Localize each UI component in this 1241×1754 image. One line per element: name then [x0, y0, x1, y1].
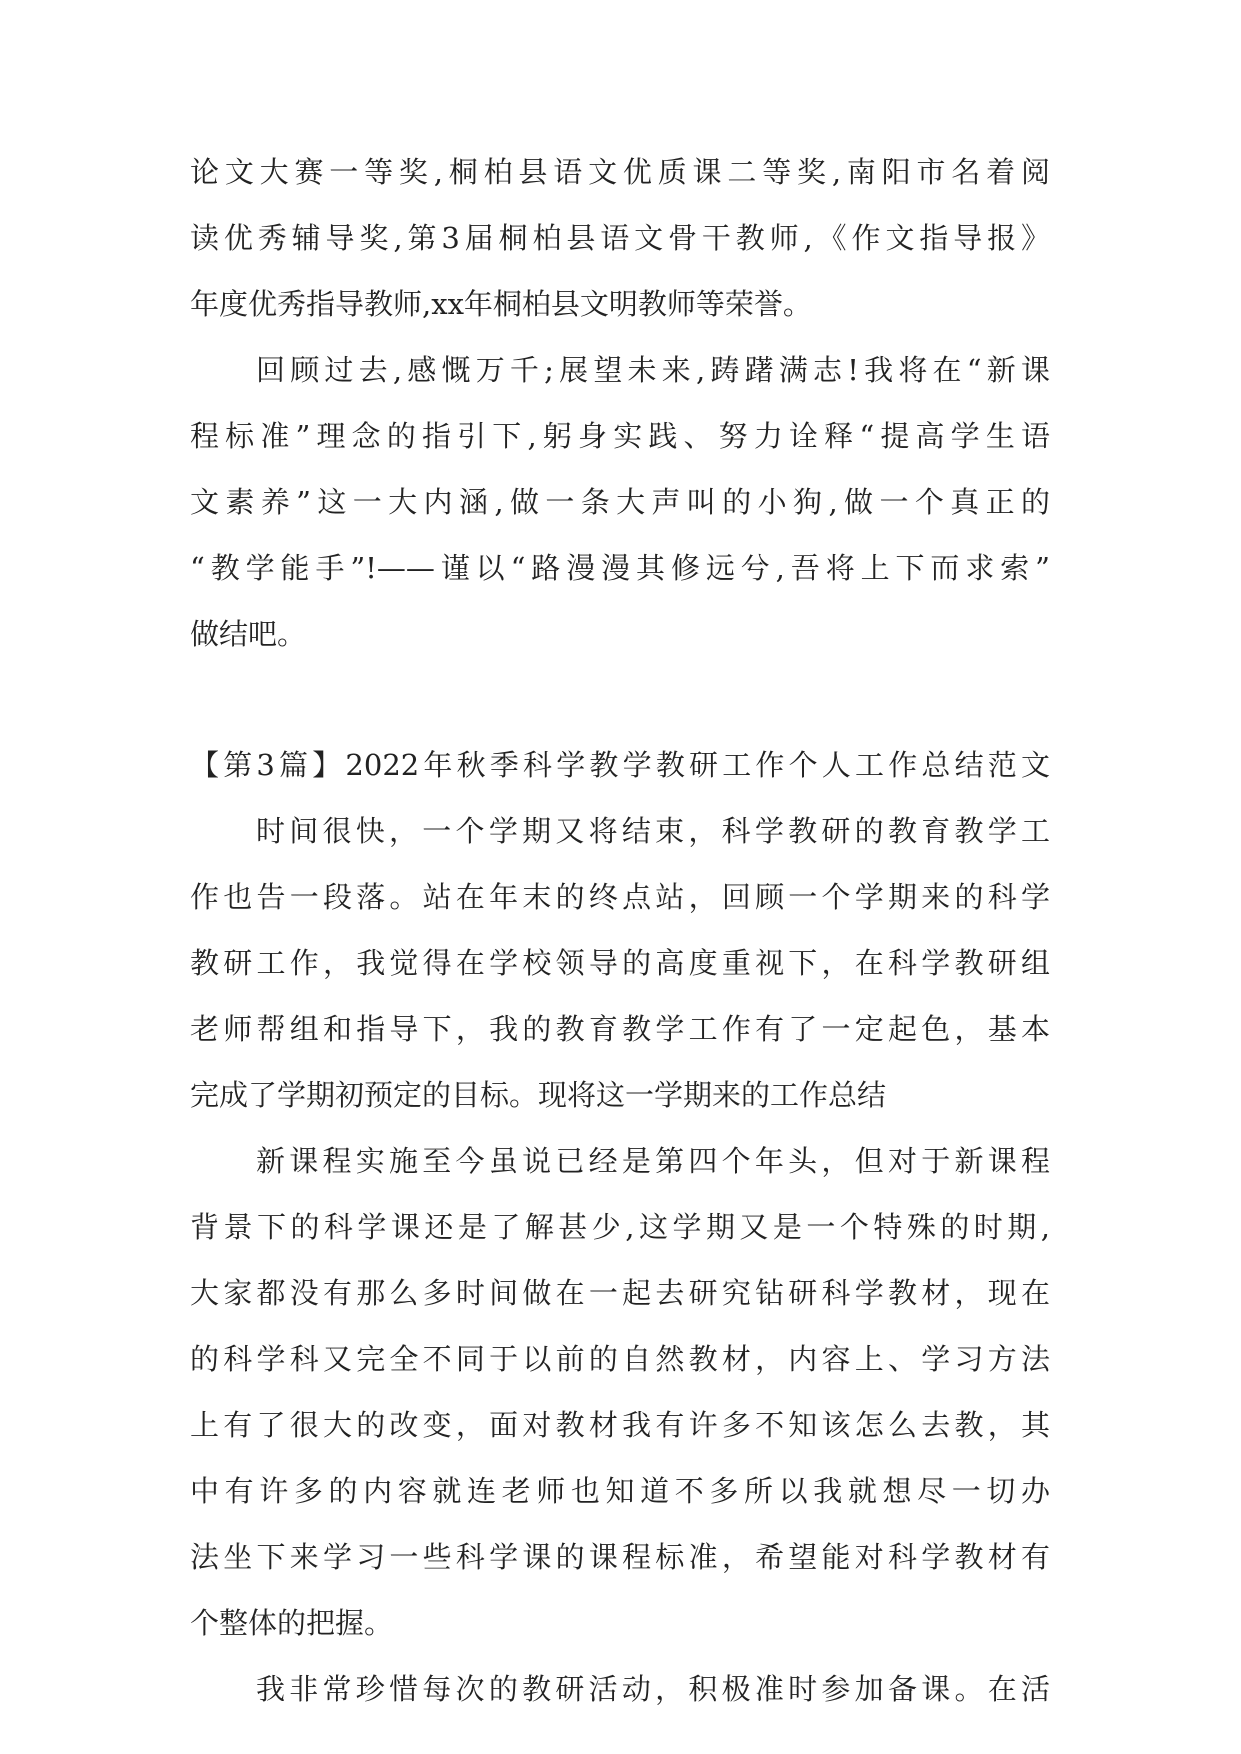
- text-line: 完成了学期初预定的目标。现将这一学期来的工作总结: [190, 1078, 887, 1112]
- text-line: 作也告一段落。站在年末的终点站，回顾一个学期来的科学: [190, 880, 1050, 914]
- text-line: 读优秀辅导奖,第3届桐柏县语文骨干教师,《作文指导报》: [190, 221, 1050, 255]
- text-line: “教学能手”!——谨以“路漫漫其修远兮,吾将上下而求索”: [190, 551, 1050, 585]
- text-line: 的科学科又完全不同于以前的自然教材，内容上、学习方法: [190, 1342, 1050, 1376]
- section-heading: 【第3篇】2022年秋季科学教学教研工作个人工作总结范文: [190, 748, 1050, 782]
- text-line: 教研工作，我觉得在学校领导的高度重视下，在科学教研组: [190, 946, 1050, 980]
- text-line: 个整体的把握。: [190, 1606, 394, 1640]
- text-line: 论文大赛一等奖,桐柏县语文优质课二等奖,南阳市名着阅: [190, 155, 1050, 189]
- text-line: 程标准”理念的指引下,躬身实践、努力诠释“提高学生语: [190, 419, 1050, 453]
- text-line: 背景下的科学课还是了解甚少,这学期又是一个特殊的时期,: [190, 1210, 1050, 1244]
- text-line: 时间很快，一个学期又将结束，科学教研的教育教学工: [256, 814, 1050, 848]
- text-line: 上有了很大的改变，面对教材我有许多不知该怎么去教，其: [190, 1408, 1050, 1442]
- text-line: 新课程实施至今虽说已经是第四个年头，但对于新课程: [256, 1144, 1050, 1178]
- text-line: 回顾过去,感慨万千;展望未来,踌躇满志!我将在“新课: [256, 353, 1050, 387]
- text-line: 我非常珍惜每次的教研活动，积极准时参加备课。在活: [256, 1672, 1050, 1706]
- text-line: 大家都没有那么多时间做在一起去研究钻研科学教材，现在: [190, 1276, 1050, 1310]
- text-line: 老师帮组和指导下，我的教育教学工作有了一定起色，基本: [190, 1012, 1050, 1046]
- text-line: 年度优秀指导教师,xx年桐柏县文明教师等荣誉。: [190, 287, 812, 321]
- text-line: 中有许多的内容就连老师也知道不多所以我就想尽一切办: [190, 1474, 1050, 1508]
- text-line: 文素养”这一大内涵,做一条大声叫的小狗,做一个真正的: [190, 485, 1050, 519]
- text-line: 法坐下来学习一些科学课的课程标准，希望能对科学教材有: [190, 1540, 1050, 1574]
- text-line: 做结吧。: [190, 617, 307, 651]
